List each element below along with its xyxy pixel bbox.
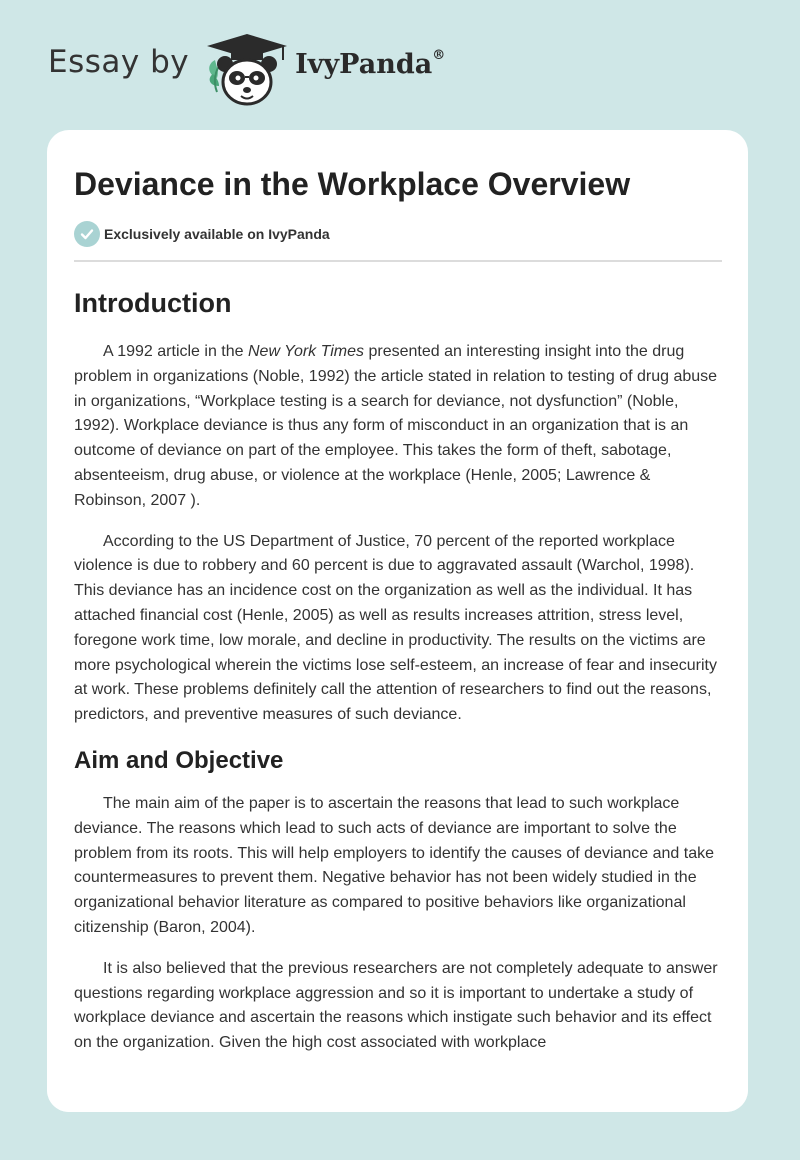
page-title: Deviance in the Workplace Overview: [74, 166, 631, 202]
panda-logo-icon[interactable]: [203, 30, 291, 110]
exclusive-badge: [74, 221, 722, 247]
paragraph-1-rest: presented an interesting insight into the drug problem in organizations (Noble, 1992) the article stated in relation to testing of drug abuse in organizations, “Workplace testing is a search for deviance, not dysfunction” (Noble, 1992). Workplace deviance is thus any form of misconduct in an organization that is an outcome of deviance on part of the employee. This takes the form of theft, sabotage, absenteeism, drug abuse, or violence at the workplace (Henle, 2005; Lawrence & Robinson, 2007 ).: [74, 343, 718, 509]
brand-text: IvyPanda: [295, 48, 433, 80]
paragraph-4: It is also believed that the previous researchers are not completely adequate to answer questions regarding workplace aggression and so it is important to undertake a study of workplace deviance and ascertain the reasons which instigate such behavior and its effect on the organization. Given the high cost associated with workplace: [74, 959, 718, 1052]
paragraph-1-start: A 1992 article in the: [103, 343, 248, 360]
paragraph-2: According to the US Department of Justice, 70 percent of the reported workplace violence is due to robbery and 60 percent is due to aggravated assault (Warchol, 1998). This deviance has an incidence cost on the organization as well as the individual. It has attached financial cost (Henle, 2005) as well as results increases attrition, stress level, foregone work time, low morale, and decline in productivity. The results on the victims are more psychological wherein the victims lose self-esteem, an increase of fear and insecurity at work. These problems definitely call the attention of researchers to find out the reasons, predictors, and preventive measures of such deviance.: [74, 532, 717, 724]
registered-mark: ®: [432, 47, 446, 63]
section-heading-aim: Aim and Objective: [74, 746, 284, 774]
essay-by-label: Essay by: [48, 44, 190, 80]
card-bottom-padding: [47, 1054, 748, 1112]
checkmark-icon: [74, 221, 100, 247]
paragraph-3: The main aim of the paper is to ascertain the reasons that lead to such workplace deviance. The reasons which lead to such acts of deviance are important to solve the problem from its roots. This will help employers to identify the causes of deviance and take countermeasures to prevent them. Negative behavior has not been widely studied in the organizational behavior literature as compared to positive behaviors like organizational citizenship (Baron, 2004).: [74, 794, 715, 936]
divider: [74, 260, 722, 262]
brand-name[interactable]: [295, 49, 445, 80]
site-header: [48, 30, 445, 110]
paragraph-1: [74, 340, 722, 514]
newspaper-title: New York Times: [247, 343, 365, 360]
essay-card: [47, 130, 748, 1112]
section-heading-introduction: Introduction: [74, 288, 232, 318]
exclusive-badge-label: Exclusively available on IvyPanda: [104, 226, 330, 242]
